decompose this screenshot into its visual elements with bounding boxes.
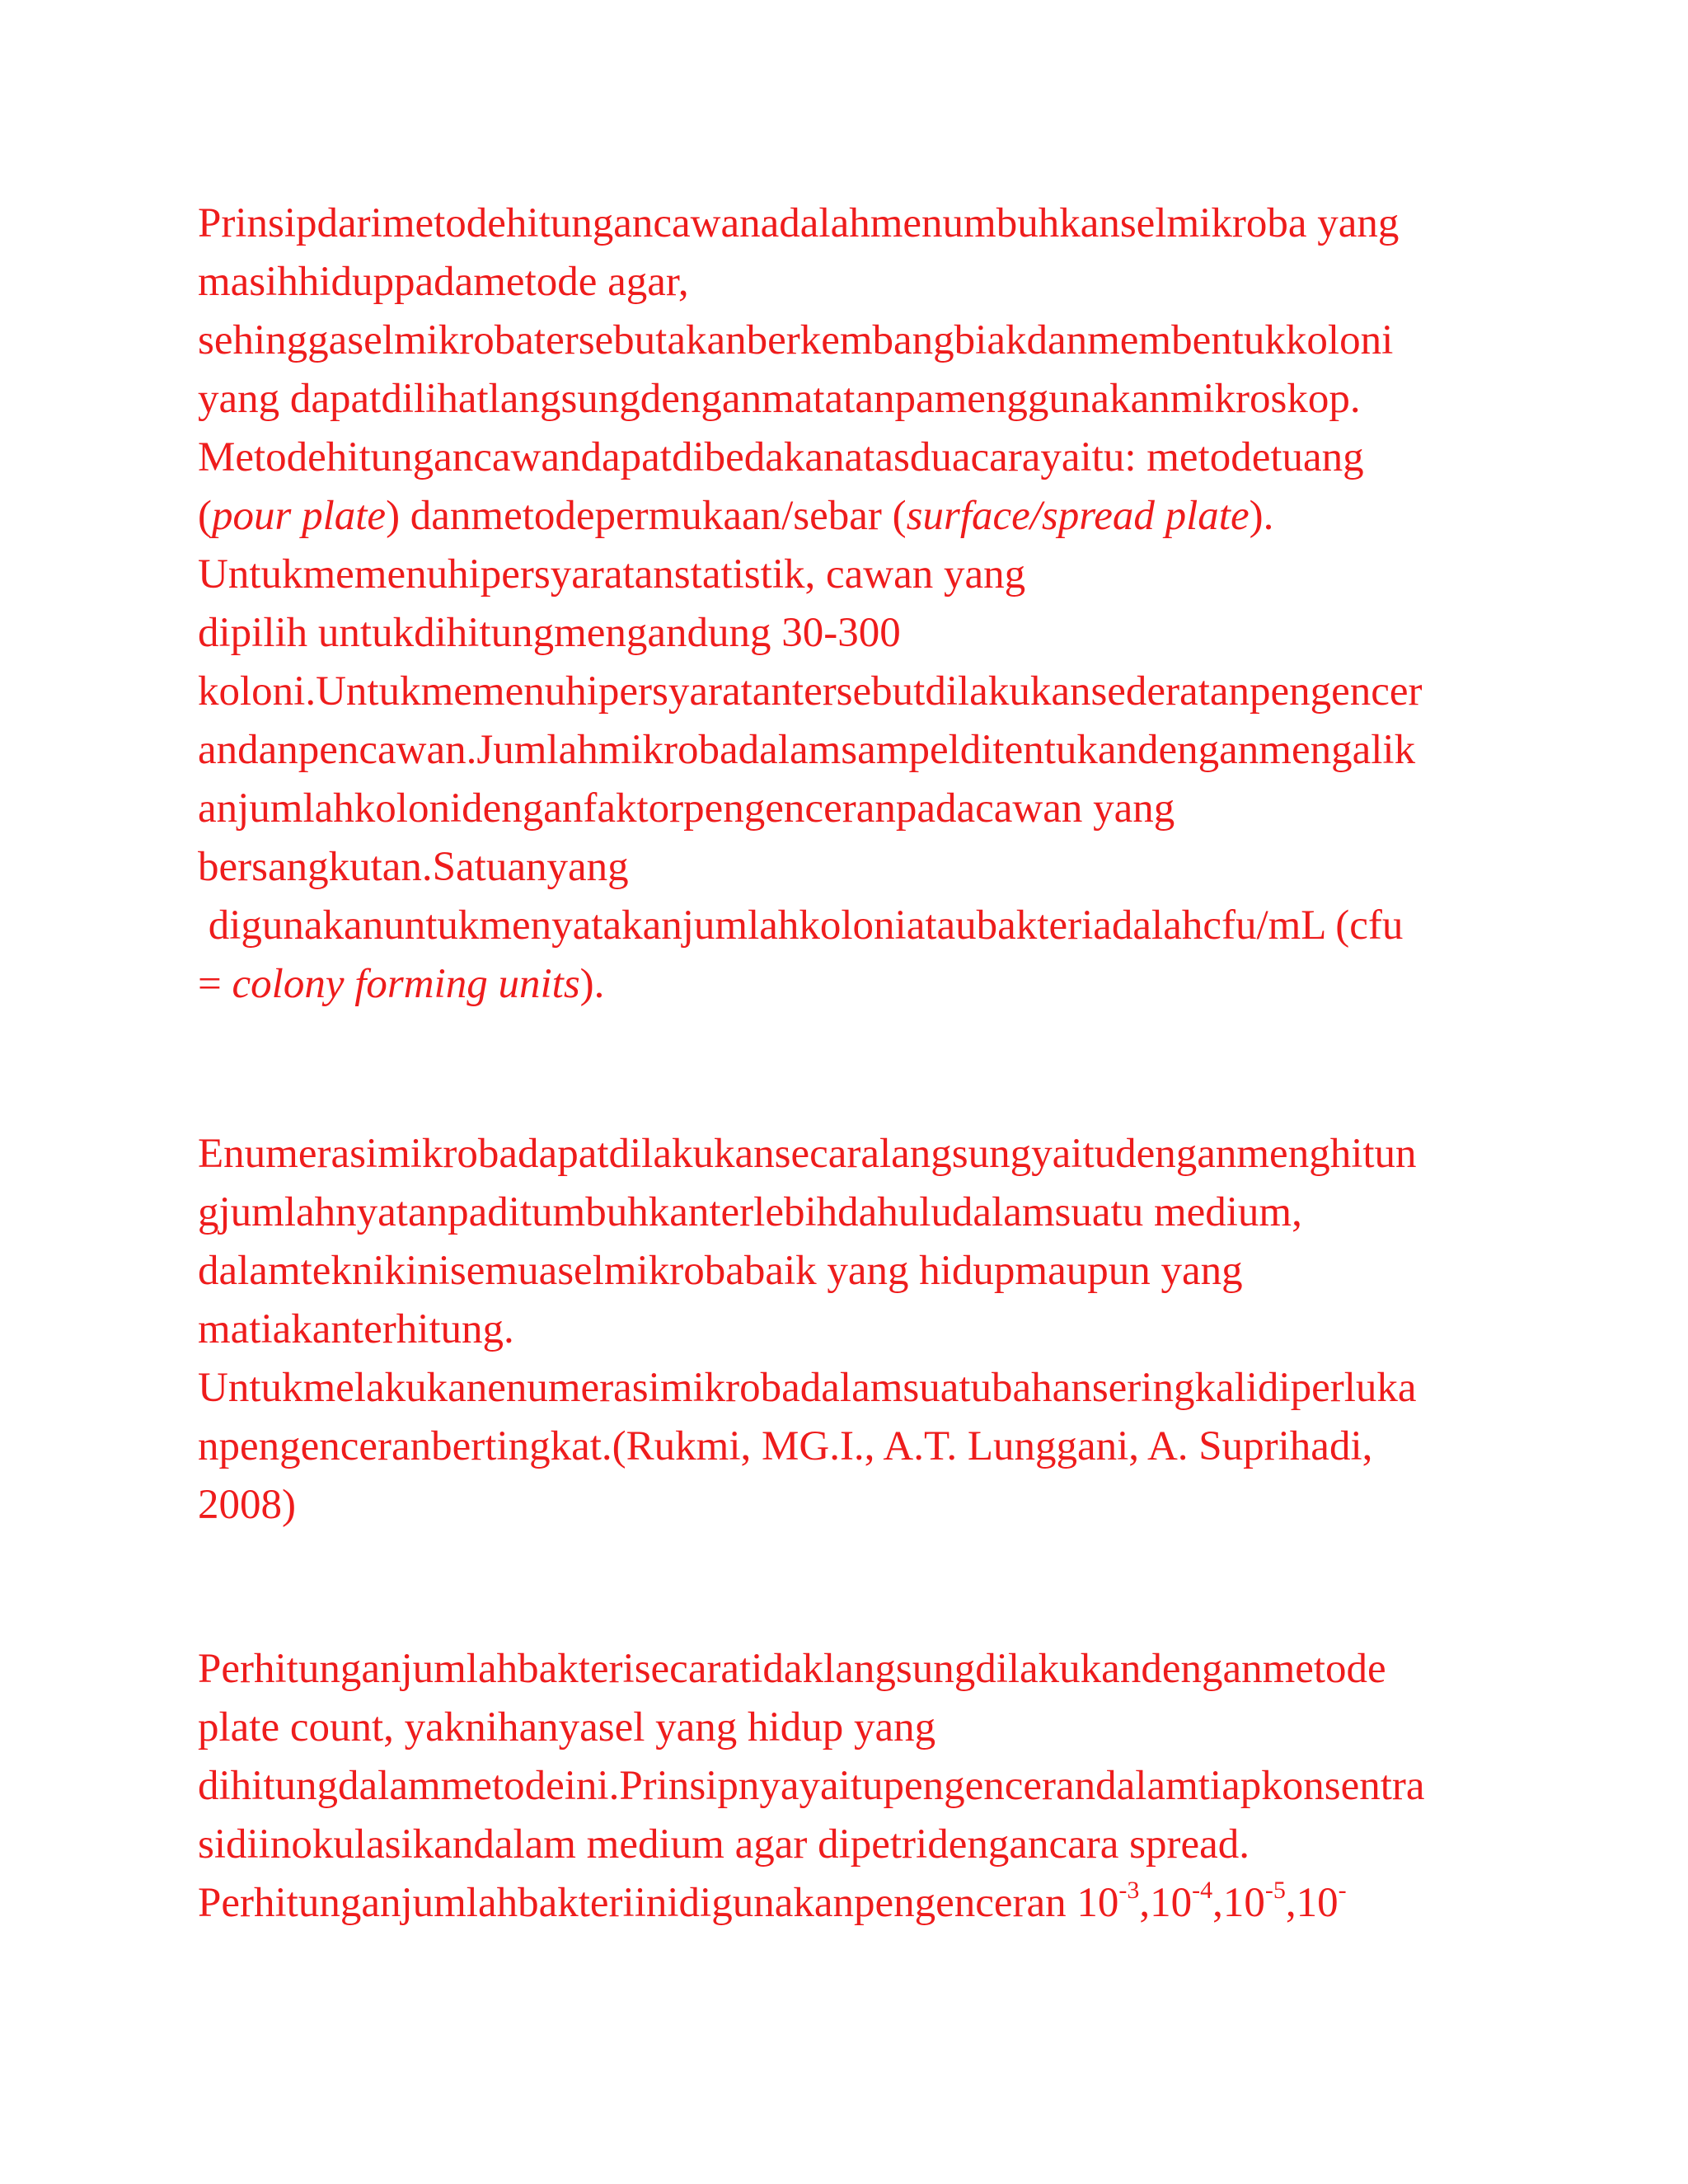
text-line — [198, 897, 1496, 955]
italic-term: surface/spread plate — [906, 493, 1250, 539]
text-fragment: ( — [198, 493, 212, 539]
text-fragment: = — [198, 961, 232, 1007]
text-fragment: Perhitunganjumlahbakteriinidigunakanpengenceran 10 — [198, 1880, 1119, 1926]
exponent: -3 — [1118, 1877, 1140, 1904]
text-fragment: ). — [1249, 493, 1274, 539]
text-line: anjumlahkolonidenganfaktorpengenceranpadacawan yang — [198, 785, 1175, 832]
text-line: dipilih untukdihitungmengandung 30-300 — [198, 610, 901, 656]
text-fragment: ) danmetodepermukaan/sebar ( — [386, 493, 907, 539]
text-line: yang dapatdilihatlangsungdenganmatatanpamenggunakanmikroskop. — [198, 376, 1361, 422]
text-line: sehinggaselmikrobatersebutakanberkembangbiakdanmembentukkoloni — [198, 317, 1394, 363]
italic-term: colony forming units — [232, 961, 580, 1007]
text-line: gjumlahnyatanpaditumbuhkanterlebihdahuludalamsuatu medium, — [198, 1189, 1302, 1235]
paragraph-direct-enumeration — [198, 1125, 1496, 1535]
text-fragment: ,10 — [1285, 1880, 1339, 1926]
text-fragment: ). — [579, 961, 605, 1007]
text-line: dalamteknikinisemuaselmikrobabaik yang hidupmaupun yang — [198, 1248, 1243, 1294]
italic-term: pour plate — [211, 493, 387, 539]
text-line: Perhitunganjumlahbakterisecaratidaklangsungdilakukandenganmetode — [198, 1646, 1386, 1692]
paragraph-plate-count-principle — [198, 194, 1496, 1014]
exponent: -5 — [1264, 1877, 1286, 1904]
text-line: Untukmelakukanenumerasimikrobadalamsuatubahanseringkalidiperluka — [198, 1365, 1417, 1411]
text-line — [198, 955, 1496, 1014]
text-line: Metodehitungancawandapatdibedakanatasduacarayaitu: metodetuang — [198, 434, 1364, 480]
text-fragment: digunakanuntukmenyatakanjumlahkoloniataubakteriadalahcfu/mL (cfu — [198, 902, 1404, 949]
text-line: Prinsipdarimetodehitungancawanadalahmenumbuhkanselmikroba yang — [198, 200, 1400, 246]
text-line: plate count, yaknihanyasel yang hidup yang — [198, 1704, 936, 1750]
exponent: - — [1338, 1877, 1347, 1904]
exponent: -4 — [1192, 1877, 1213, 1904]
text-line: npengenceranbertingkat.(Rukmi, MG.I., A.T. Lunggani, A. Suprihadi, — [198, 1423, 1373, 1469]
text-line: matiakanterhitung. — [198, 1306, 514, 1352]
text-line: andanpencawan.Jumlahmikrobadalamsampelditentukandenganmengalik — [198, 727, 1416, 773]
text-line: dihitungdalammetodeini.Prinsipnyayaitupengencerandalamtiapkonsentra — [198, 1763, 1425, 1809]
text-line: Enumerasimikrobadapatdilakukansecaralangsungyaitudenganmenghitun — [198, 1131, 1417, 1177]
text-line — [198, 1874, 1496, 1933]
text-fragment: ,10 — [1139, 1880, 1193, 1926]
text-line: koloni.Untukmemenuhipersyaratantersebutdilakukansederatanpengencer — [198, 668, 1423, 715]
text-line — [198, 487, 1496, 546]
text-line: 2008) — [198, 1482, 296, 1528]
text-line: Untukmemenuhipersyaratanstatistik, cawan yang — [198, 551, 1026, 598]
paragraph-indirect-count — [198, 1640, 1496, 1933]
text-fragment: ,10 — [1212, 1880, 1265, 1926]
text-line: masihhiduppadametode agar, — [198, 259, 689, 305]
text-line: sidiinokulasikandalam medium agar dipetridengancara spread. — [198, 1821, 1250, 1868]
text-line: bersangkutan.Satuanyang — [198, 844, 629, 890]
